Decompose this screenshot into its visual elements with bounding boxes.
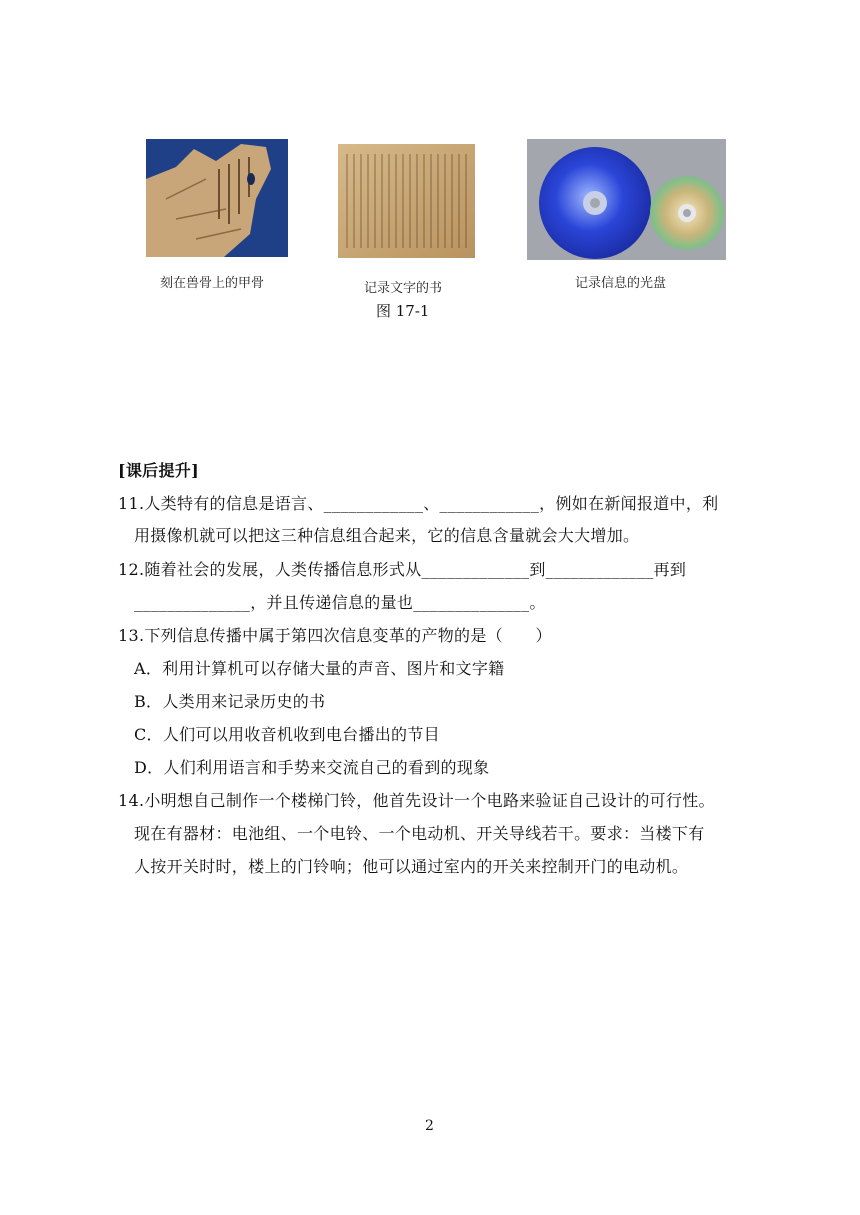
question-13-option-a: A．利用计算机可以存储大量的声音、图片和文字籍: [134, 659, 505, 678]
question-12-line-2: ______________，并且传递信息的量也______________。: [134, 593, 546, 612]
section-heading: [课后提升]: [118, 461, 199, 480]
optical-disc-image: [527, 139, 726, 260]
question-11-line-2: 用摄像机就可以把这三种信息组合起来，它的信息含量就会大大增加。: [134, 526, 640, 545]
question-14-line-3: 人按开关时时，楼上的门铃响；他可以通过室内的开关来控制开门的电动机。: [134, 857, 689, 876]
question-14-line-1: 14.小明想自己制作一个楼梯门铃，他首先设计一个电路来验证自己设计的可行性。: [118, 791, 715, 810]
question-14-line-2: 现在有器材：电池组、一个电铃、一个电动机、开关导线若干。要求：当楼下有: [134, 824, 705, 843]
question-13-option-c: C．人们可以用收音机收到电台播出的节目: [134, 725, 440, 744]
caption-disc: 记录信息的光盘: [575, 276, 667, 291]
question-13-option-b: B．人类用来记录历史的书: [134, 692, 326, 711]
question-12-line-1: 12.随着社会的发展，人类传播信息形式从_____________到_____________再到: [118, 560, 687, 579]
question-11-line-1: 11.人类特有的信息是语言、____________、____________，例如在新闻报道中，利: [118, 494, 719, 513]
ancient-book-image: [338, 144, 475, 258]
caption-book: 记录文字的书: [364, 281, 443, 296]
page-number: 2: [425, 1118, 434, 1134]
question-13-stem: 13.下列信息传播中属于第四次信息变革的产物的是（ ）: [118, 626, 552, 645]
question-13-option-d: D．人们利用语言和手势来交流自己的看到的现象: [134, 758, 490, 777]
figure-label: 图 17-1: [376, 302, 430, 320]
oracle-bone-image: [146, 139, 288, 257]
caption-oracle-bone: 刻在兽骨上的甲骨: [160, 276, 265, 291]
